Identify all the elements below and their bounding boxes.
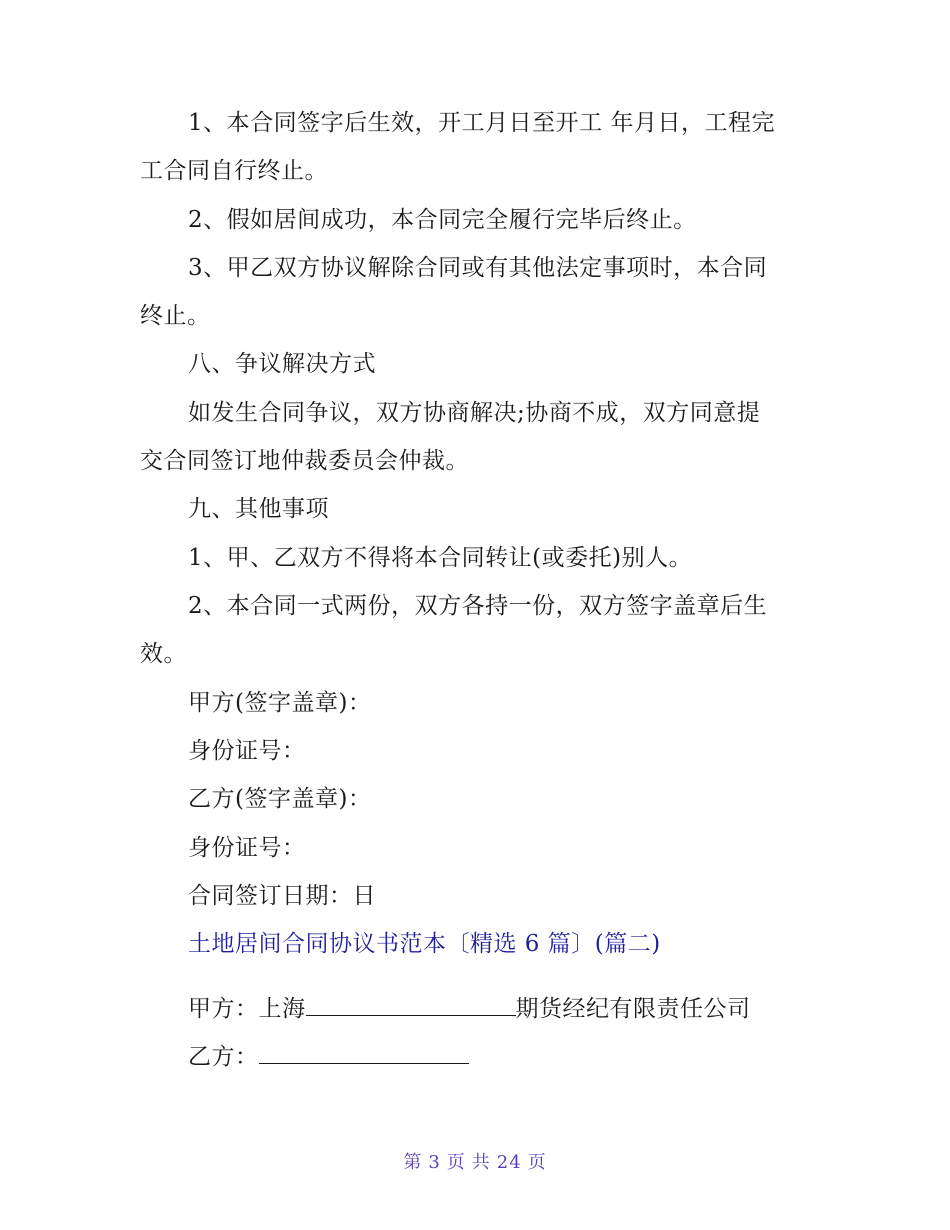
paragraph-6-line-2: 效。	[140, 641, 187, 667]
footer-label-4: 页	[527, 1152, 547, 1173]
footer-total-pages: 24	[496, 1152, 522, 1173]
paragraph-5: 1、甲、乙双方不得将本合同转让(或委托)别人。	[188, 545, 693, 571]
party-b-blank-line	[259, 1041, 469, 1064]
paragraph-3-line-2: 终止。	[140, 303, 211, 329]
paragraph-1-line-1: 1、本合同签字后生效，开工月日至开工 年月日，工程完	[188, 110, 775, 136]
paragraph-1-line-2: 工合同自行终止。	[140, 158, 328, 184]
footer-current-page: 3	[428, 1152, 441, 1173]
party-a-signature: 甲方(签字盖章)：	[188, 690, 372, 716]
footer-label-3: 共	[471, 1152, 491, 1173]
party-a-id: 身份证号：	[188, 738, 306, 764]
paragraph-2: 2、假如居间成功，本合同完全履行完毕后终止。	[188, 207, 697, 233]
party-a-blank-line	[306, 993, 516, 1016]
article-2-party-a	[188, 993, 868, 1024]
party-b-prefix: 乙方：	[188, 1044, 259, 1070]
article-2-party-b	[188, 1041, 868, 1072]
party-b-id: 身份证号：	[188, 835, 306, 861]
article-2-title[interactable]: 土地居间合同协议书范本〔精选 6 篇〕(篇二)	[188, 931, 661, 957]
page-footer	[0, 1148, 950, 1174]
paragraph-3-line-1: 3、甲乙双方协议解除合同或有其他法定事项时，本合同	[188, 255, 768, 281]
party-a-prefix: 甲方：上海	[188, 996, 306, 1022]
paragraph-4-line-1: 如发生合同争议，双方协商解决;协商不成，双方同意提	[188, 400, 761, 426]
sign-date: 合同签订日期：日	[188, 883, 376, 909]
party-a-suffix: 期货经纪有限责任公司	[515, 996, 751, 1022]
paragraph-4-line-2: 交合同签订地仲裁委员会仲裁。	[140, 448, 469, 474]
footer-label-1: 第	[403, 1152, 423, 1173]
paragraph-6-line-1: 2、本合同一式两份，双方各持一份，双方签字盖章后生	[188, 593, 768, 619]
footer-label-2: 页	[446, 1152, 466, 1173]
party-b-signature: 乙方(签字盖章)：	[188, 786, 372, 812]
section-8-title: 八、争议解决方式	[188, 351, 376, 377]
section-9-title: 九、其他事项	[188, 496, 329, 522]
